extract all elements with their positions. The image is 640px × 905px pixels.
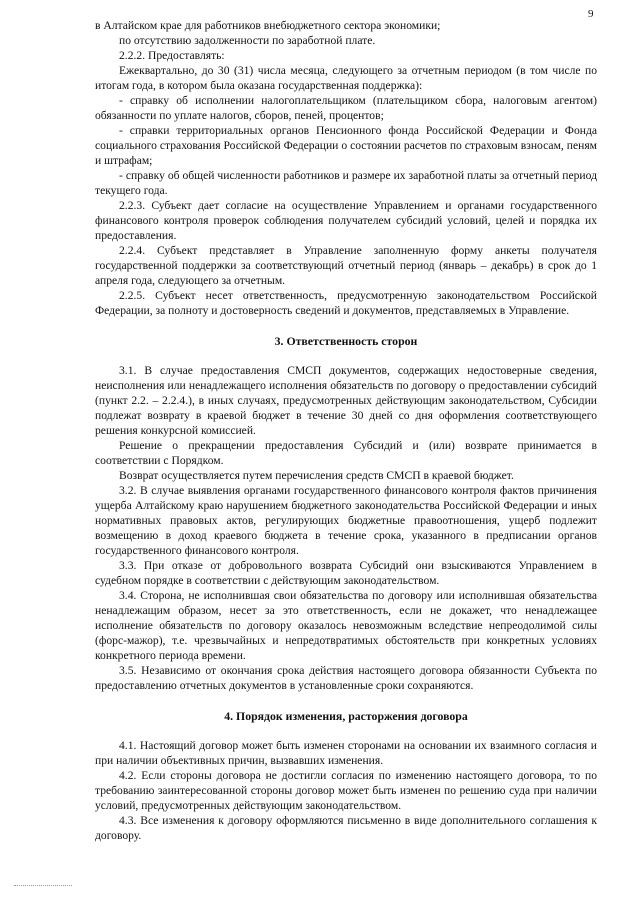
paragraph: 3.5. Независимо от окончания срока действия настоящего договора обязанности Субъекта по предоставлению отчетных документов в установленные сроки сохраняются.	[95, 664, 597, 692]
paragraph: Решение о прекращении предоставления Субсидий и (или) возврате принимается в соответствии с Порядком.	[95, 439, 597, 467]
document-body	[95, 18, 597, 843]
paragraph: - справку об общей численности работников и размере их заработной платы за отчетный период текущего года.	[95, 169, 597, 197]
paragraph: 2.2.4. Субъект представляет в Управление заполненную форму анкеты получателя государственной поддержки за соответствующий отчетный период (январь – декабрь) в срок до 1 апреля года, следующего за отчетным.	[95, 244, 597, 287]
section-heading: 3. Ответственность сторон	[274, 334, 418, 348]
paragraph: 3.2. В случае выявления органами государственного финансового контроля фактов причинения ущерба Алтайскому краю нарушением бюджетного законодательства Российской Федерации и иных нормативных правовых актов, регулирующих бюджетные правоотношения, ущерб подлежит возмещению в доход краевого бюджета в течение срока, указанного в предписании органов государственного финансового контроля.	[95, 484, 597, 557]
page-number: 9	[588, 8, 594, 20]
paragraph: Возврат осуществляется путем перечисления средств СМСП в краевой бюджет.	[119, 469, 514, 482]
paragraph: 2.2.2. Предоставлять:	[119, 49, 225, 62]
paragraph: - справку об исполнении налогоплательщиком (плательщиком сбора, налоговым агентом) обязанности по уплате налогов, сборов, пеней, процентов;	[95, 94, 597, 122]
paragraph: в Алтайском крае для работников внебюджетного сектора экономики;	[95, 19, 441, 32]
paragraph: 4.1. Настоящий договор может быть изменен сторонами на основании их взаимного согласия и при наличии объективных причин, вызвавших изменения.	[95, 739, 597, 767]
paragraph: 2.2.5. Субъект несет ответственность, предусмотренную законодательством Российской Федерации, за полноту и достоверность сведений и документов, представляемых в Управление.	[95, 289, 597, 317]
paragraph: - справки территориальных органов Пенсионного фонда Российской Федерации и Фонда социального страхования Российской Федерации о состоянии расчетов по страховым взносам, пеням и штрафам;	[95, 124, 597, 167]
paragraph: Ежеквартально, до 30 (31) числа месяца, следующего за отчетным периодом (в том числе по итогам года, в котором была оказана государственная поддержка):	[95, 64, 597, 92]
paragraph: 3.4. Сторона, не исполнившая свои обязательства по договору или исполнившая обязательства ненадлежащим образом, несет за это ответственность, если не докажет, что ненадлежащее исполнение обязательств по договору оказалось невозможным вследствие непреодолимой силы (форс-мажор), т.е. чрезвычайных и непредотвратимых обстоятельств при конкретных условиях конкретного периода времени.	[95, 589, 597, 662]
scan-artifact	[14, 885, 72, 887]
paragraph: 3.3. При отказе от добровольного возврата Субсидий они взыскиваются Управлением в судебном порядке в соответствии с действующим законодательством.	[95, 559, 597, 587]
paragraph: 2.2.3. Субъект дает согласие на осуществление Управлением и органами государственного финансового контроля проверок соблюдения получателем субсидий условий, целей и порядка их предоставления.	[95, 199, 597, 242]
paragraph: 4.3. Все изменения к договору оформляются письменно в виде дополнительного соглашения к договору.	[95, 814, 597, 842]
paragraph: 4.2. Если стороны договора не достигли согласия по изменению настоящего договора, то по требованию заинтересованной стороны договор может быть изменен по решению суда при наличии условий, предусмотренных действующим законодательством.	[95, 769, 597, 812]
paragraph: 3.1. В случае предоставления СМСП документов, содержащих недостоверные сведения, неисполнения или ненадлежащего исполнения обязательств по договору о предоставлении субсидий (пункт 2.2. – 2.2.4.), в иных случаях, предусмотренных действующим законодательством, Субсидии подлежат возврату в краевой бюджет в течение 30 дней со дня оформления соответствующего решения конкурсной комиссией.	[95, 364, 597, 437]
paragraph: по отсутствию задолженности по заработной плате.	[119, 34, 376, 47]
section-heading: 4. Порядок изменения, расторжения договора	[224, 709, 468, 723]
